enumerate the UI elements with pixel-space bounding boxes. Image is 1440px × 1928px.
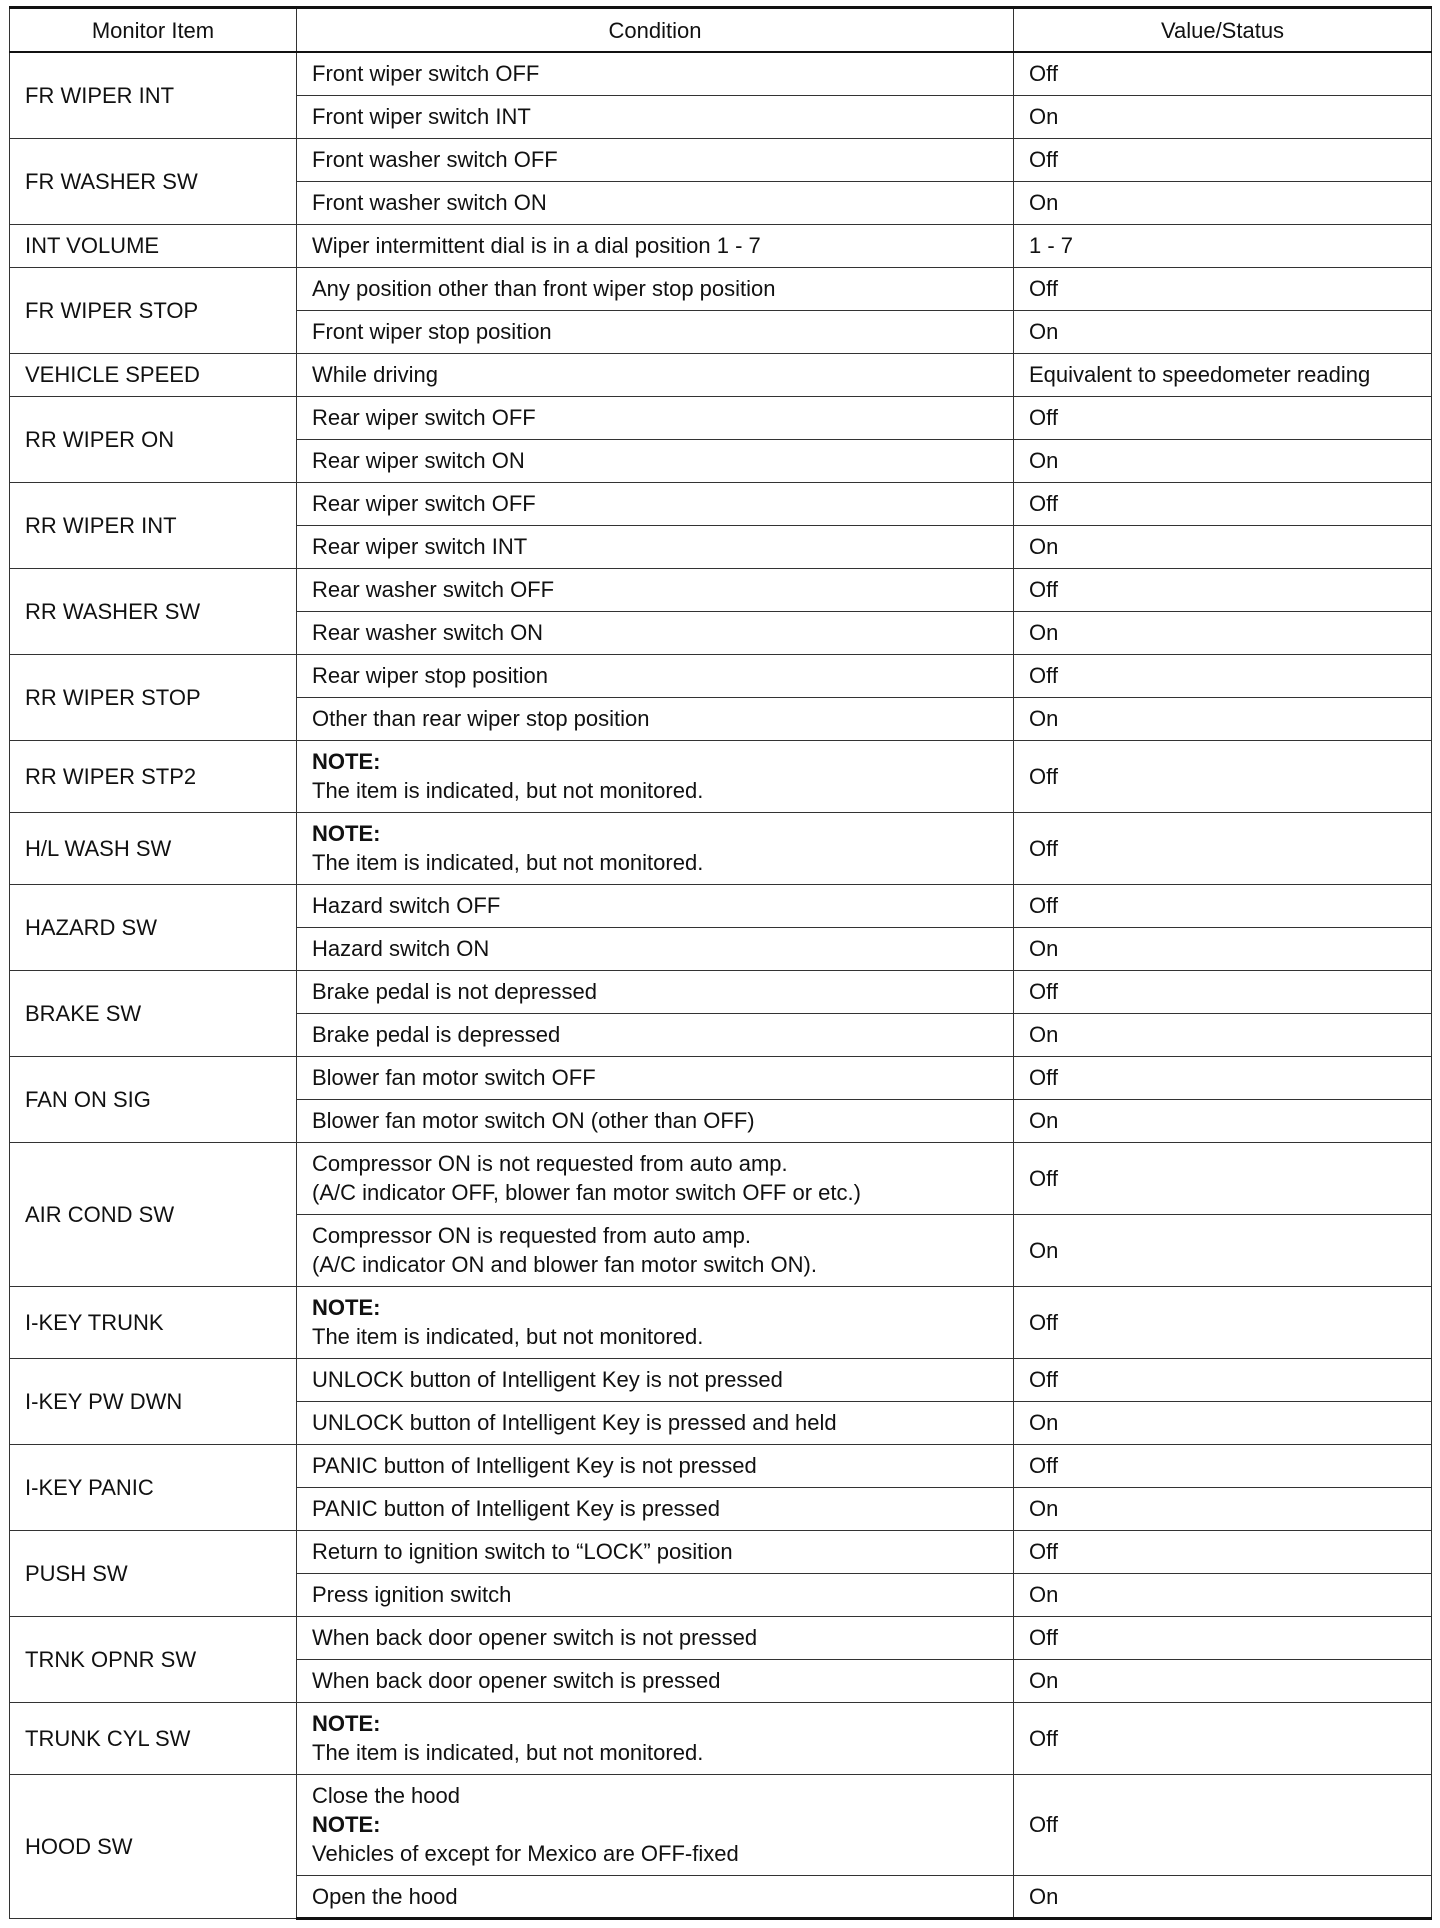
value-cell: Off: [1014, 812, 1432, 884]
note-label: NOTE:: [312, 1812, 381, 1837]
value-cell: Off: [1014, 740, 1432, 812]
note-label: NOTE:: [312, 749, 381, 774]
note-text: The item is indicated, but not monitored.: [312, 1740, 704, 1765]
monitor-item: HAZARD SW: [10, 884, 297, 970]
condition-cell: [297, 1774, 1014, 1875]
condition-line: (A/C indicator OFF, blower fan motor switch OFF or etc.): [312, 1180, 861, 1205]
condition-cell: PANIC button of Intelligent Key is pressed: [297, 1487, 1014, 1530]
monitor-item: AIR COND SW: [10, 1142, 297, 1286]
condition-cell: [297, 1702, 1014, 1774]
table-row: [10, 1286, 1432, 1358]
condition-cell: PANIC button of Intelligent Key is not pressed: [297, 1444, 1014, 1487]
monitor-table: [9, 6, 1432, 1920]
condition-cell: Front washer switch ON: [297, 181, 1014, 224]
condition-cell: UNLOCK button of Intelligent Key is not pressed: [297, 1358, 1014, 1401]
condition-cell: Rear wiper switch OFF: [297, 482, 1014, 525]
condition-cell: Blower fan motor switch ON (other than OFF): [297, 1099, 1014, 1142]
condition-cell: [297, 1214, 1014, 1286]
condition-cell: Front wiper switch OFF: [297, 52, 1014, 95]
condition-cell: UNLOCK button of Intelligent Key is pressed and held: [297, 1401, 1014, 1444]
condition-cell: Hazard switch ON: [297, 927, 1014, 970]
table-row: [10, 1358, 1432, 1401]
condition-cell: [297, 740, 1014, 812]
condition-line: Compressor ON is requested from auto amp.: [312, 1223, 751, 1248]
condition-cell: While driving: [297, 353, 1014, 396]
monitor-item: TRNK OPNR SW: [10, 1616, 297, 1702]
table-header-row: [10, 8, 1432, 53]
table-row: [10, 224, 1432, 267]
value-cell: On: [1014, 310, 1432, 353]
value-cell: Off: [1014, 1358, 1432, 1401]
value-cell: Off: [1014, 1142, 1432, 1214]
condition-cell: Any position other than front wiper stop position: [297, 267, 1014, 310]
value-cell: Off: [1014, 138, 1432, 181]
table-row: [10, 1774, 1432, 1875]
monitor-item: RR WASHER SW: [10, 568, 297, 654]
value-cell: Equivalent to speedometer reading: [1014, 353, 1432, 396]
value-cell: Off: [1014, 1286, 1432, 1358]
header-value-status: Value/Status: [1014, 8, 1432, 53]
condition-cell: Return to ignition switch to “LOCK” position: [297, 1530, 1014, 1573]
condition-cell: Brake pedal is not depressed: [297, 970, 1014, 1013]
table-row: [10, 396, 1432, 439]
table-row: [10, 1702, 1432, 1774]
table-row: [10, 353, 1432, 396]
value-cell: On: [1014, 1099, 1432, 1142]
condition-cell: Rear wiper switch OFF: [297, 396, 1014, 439]
condition-cell: Press ignition switch: [297, 1573, 1014, 1616]
note-text: The item is indicated, but not monitored.: [312, 1324, 704, 1349]
monitor-item: VEHICLE SPEED: [10, 353, 297, 396]
value-cell: On: [1014, 1013, 1432, 1056]
condition-cell: Brake pedal is depressed: [297, 1013, 1014, 1056]
table-row: [10, 1530, 1432, 1573]
monitor-item: PUSH SW: [10, 1530, 297, 1616]
table-body: [10, 52, 1432, 1918]
value-cell: Off: [1014, 267, 1432, 310]
condition-cell: Rear washer switch ON: [297, 611, 1014, 654]
table-row: [10, 1142, 1432, 1214]
table-row: [10, 1616, 1432, 1659]
table-row: [10, 52, 1432, 95]
note-label: NOTE:: [312, 821, 381, 846]
value-cell: On: [1014, 1875, 1432, 1918]
condition-line: Compressor ON is not requested from auto amp.: [312, 1151, 788, 1176]
condition-cell: Front washer switch OFF: [297, 138, 1014, 181]
value-cell: Off: [1014, 482, 1432, 525]
monitor-item: FAN ON SIG: [10, 1056, 297, 1142]
value-cell: Off: [1014, 396, 1432, 439]
table-row: [10, 1444, 1432, 1487]
value-cell: On: [1014, 1401, 1432, 1444]
monitor-item: RR WIPER INT: [10, 482, 297, 568]
monitor-item: HOOD SW: [10, 1774, 297, 1918]
condition-cell: Wiper intermittent dial is in a dial position 1 - 7: [297, 224, 1014, 267]
monitor-table-container: [9, 6, 1431, 1920]
condition-cell: Rear wiper switch ON: [297, 439, 1014, 482]
monitor-item: BRAKE SW: [10, 970, 297, 1056]
value-cell: On: [1014, 525, 1432, 568]
value-cell: On: [1014, 1487, 1432, 1530]
value-cell: Off: [1014, 1056, 1432, 1099]
value-cell: Off: [1014, 1444, 1432, 1487]
value-cell: Off: [1014, 654, 1432, 697]
condition-cell: When back door opener switch is not pressed: [297, 1616, 1014, 1659]
condition-cell: When back door opener switch is pressed: [297, 1659, 1014, 1702]
value-cell: On: [1014, 927, 1432, 970]
table-row: [10, 654, 1432, 697]
value-cell: On: [1014, 439, 1432, 482]
condition-line: Vehicles of except for Mexico are OFF-fixed: [312, 1841, 739, 1866]
value-cell: On: [1014, 95, 1432, 138]
note-label: NOTE:: [312, 1711, 381, 1736]
table-row: [10, 812, 1432, 884]
table-row: [10, 740, 1432, 812]
monitor-item: RR WIPER STOP: [10, 654, 297, 740]
monitor-item: RR WIPER STP2: [10, 740, 297, 812]
monitor-item: INT VOLUME: [10, 224, 297, 267]
monitor-item: I-KEY PANIC: [10, 1444, 297, 1530]
condition-cell: Other than rear wiper stop position: [297, 697, 1014, 740]
condition-cell: Front wiper switch INT: [297, 95, 1014, 138]
condition-cell: [297, 1286, 1014, 1358]
condition-cell: Rear wiper switch INT: [297, 525, 1014, 568]
table-row: [10, 138, 1432, 181]
value-cell: Off: [1014, 970, 1432, 1013]
table-row: [10, 267, 1432, 310]
monitor-item: RR WIPER ON: [10, 396, 297, 482]
header-condition: Condition: [297, 8, 1014, 53]
value-cell: On: [1014, 697, 1432, 740]
monitor-item: TRUNK CYL SW: [10, 1702, 297, 1774]
header-monitor-item: Monitor Item: [10, 8, 297, 53]
value-cell: 1 - 7: [1014, 224, 1432, 267]
value-cell: On: [1014, 611, 1432, 654]
note-text: The item is indicated, but not monitored.: [312, 850, 704, 875]
table-row: [10, 970, 1432, 1013]
monitor-item: FR WIPER INT: [10, 52, 297, 138]
value-cell: Off: [1014, 884, 1432, 927]
value-cell: Off: [1014, 1774, 1432, 1875]
table-row: [10, 482, 1432, 525]
condition-cell: Front wiper stop position: [297, 310, 1014, 353]
value-cell: On: [1014, 1659, 1432, 1702]
condition-cell: [297, 1142, 1014, 1214]
value-cell: Off: [1014, 1702, 1432, 1774]
condition-cell: Rear wiper stop position: [297, 654, 1014, 697]
monitor-item: FR WIPER STOP: [10, 267, 297, 353]
table-row: [10, 568, 1432, 611]
condition-cell: Open the hood: [297, 1875, 1014, 1918]
note-text: The item is indicated, but not monitored.: [312, 778, 704, 803]
value-cell: Off: [1014, 1530, 1432, 1573]
note-label: NOTE:: [312, 1295, 381, 1320]
condition-line: (A/C indicator ON and blower fan motor switch ON).: [312, 1252, 817, 1277]
value-cell: Off: [1014, 52, 1432, 95]
monitor-item: I-KEY PW DWN: [10, 1358, 297, 1444]
condition-cell: Blower fan motor switch OFF: [297, 1056, 1014, 1099]
value-cell: Off: [1014, 1616, 1432, 1659]
condition-cell: [297, 812, 1014, 884]
monitor-item: H/L WASH SW: [10, 812, 297, 884]
condition-cell: Rear washer switch OFF: [297, 568, 1014, 611]
table-row: [10, 1056, 1432, 1099]
condition-cell: Hazard switch OFF: [297, 884, 1014, 927]
table-row: [10, 884, 1432, 927]
value-cell: On: [1014, 1214, 1432, 1286]
monitor-item: I-KEY TRUNK: [10, 1286, 297, 1358]
value-cell: Off: [1014, 568, 1432, 611]
condition-line: Close the hood: [312, 1783, 460, 1808]
value-cell: On: [1014, 181, 1432, 224]
value-cell: On: [1014, 1573, 1432, 1616]
monitor-item: FR WASHER SW: [10, 138, 297, 224]
